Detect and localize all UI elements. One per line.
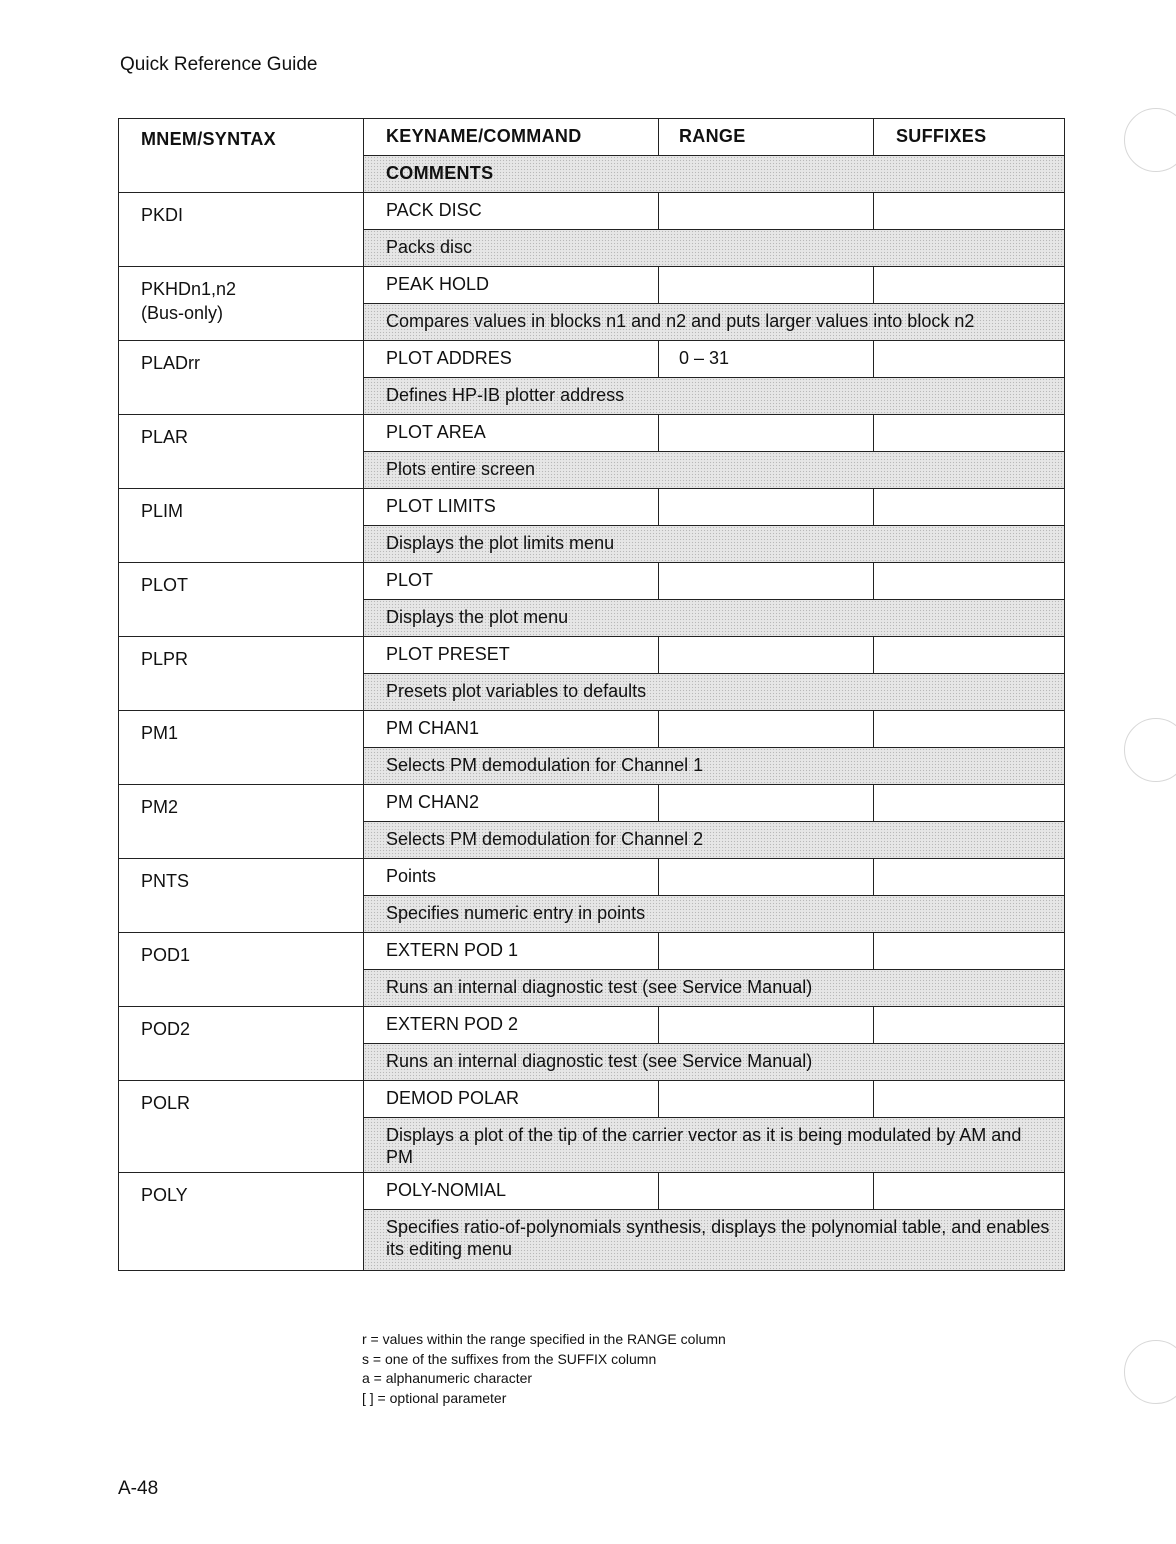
range-cell: 0 – 31 [659,341,874,377]
legend-item: a = alphanumeric character [362,1370,533,1386]
table-row [119,415,1064,489]
punch-hole [1124,1340,1176,1404]
range-cell [659,193,874,229]
suffix-cell [874,415,1064,451]
page-header: Quick Reference Guide [120,54,318,75]
header-suffixes: SUFFIXES [896,126,987,146]
legend [362,1330,726,1408]
mnem-text: PKHDn1,n2 [141,279,237,299]
key-cell: DEMOD POLAR [364,1081,659,1117]
comment-cell: Defines HP-IB plotter address [364,378,1064,414]
mnem-text: PNTS [141,871,190,891]
table-row [119,1007,1064,1081]
suffix-cell [874,933,1064,969]
key-cell: PLOT PRESET [364,637,659,673]
key-cell: PLOT AREA [364,415,659,451]
mnem-text: POLR [141,1093,191,1113]
comment-cell: Runs an internal diagnostic test (see Service Manual) [364,1044,1064,1080]
mnem-text: PLOT [141,575,189,595]
table-row [119,711,1064,785]
key-cell: POLY-NOMIAL [364,1173,659,1209]
suffix-cell [874,1173,1064,1209]
suffix-cell [874,563,1064,599]
legend-item: [ ] = optional parameter [362,1389,507,1406]
table-row [119,193,1064,267]
range-cell [659,415,874,451]
mnem-text: PM1 [141,723,179,743]
comment-cell: Displays the plot limits menu [364,526,1064,562]
suffix-cell [874,637,1064,673]
mnem-cell [119,267,364,340]
mnem-cell [119,785,364,858]
table-row [119,267,1064,341]
suffix-cell [874,785,1064,821]
mnem-cell [119,1007,364,1080]
range-cell [659,859,874,895]
table-row [119,341,1064,415]
mnem-cell [119,489,364,562]
mnem-cell [119,1173,364,1270]
mnem-cell [119,341,364,414]
suffix-cell [874,1007,1064,1043]
suffix-cell [874,193,1064,229]
range-cell [659,785,874,821]
range-cell [659,1173,874,1209]
comment-cell: Selects PM demodulation for Channel 2 [364,822,1064,858]
comment-cell: Runs an internal diagnostic test (see Service Manual) [364,970,1064,1006]
mnem-cell [119,637,364,710]
mnem-note: (Bus-only) [141,303,224,323]
range-cell [659,711,874,747]
mnem-text: PKDI [141,205,184,225]
range-cell [659,563,874,599]
reference-table [118,118,1065,1271]
table-row [119,859,1064,933]
header-keyname-command: KEYNAME/COMMAND [364,119,659,155]
table-row [119,637,1064,711]
range-cell [659,1081,874,1117]
legend-item: s = one of the suffixes from the SUFFIX column [362,1350,657,1367]
table-row [119,563,1064,637]
comment-cell: Compares values in blocks n1 and n2 and puts larger values into block n2 [364,304,1064,340]
page-number: A-48 [118,1478,159,1499]
mnem-cell [119,933,364,1006]
table-row [119,1081,1064,1173]
key-cell: EXTERN POD 1 [364,933,659,969]
mnem-text: PLAR [141,427,189,447]
key-cell: PLOT [364,563,659,599]
mnem-text: PM2 [141,797,179,817]
comment-cell: Selects PM demodulation for Channel 1 [364,748,1064,784]
mnem-cell [119,563,364,636]
key-cell: EXTERN POD 2 [364,1007,659,1043]
header-range: RANGE [659,119,874,155]
mnem-text: PLIM [141,501,184,521]
comment-cell: Specifies ratio-of-polynomials synthesis, displays the polynomial table, and enables its editing menu [364,1210,1064,1270]
range-cell [659,637,874,673]
comment-cell: Presets plot variables to defaults [364,674,1064,710]
mnem-text: PLPR [141,649,189,669]
legend-item: r = values within the range specified in the RANGE column [362,1331,726,1347]
comment-cell: Displays the plot menu [364,600,1064,636]
range-cell [659,1007,874,1043]
suffix-cell [874,489,1064,525]
comment-cell: Plots entire screen [364,452,1064,488]
key-cell: PEAK HOLD [364,267,659,303]
range-cell [659,933,874,969]
mnem-cell [119,193,364,266]
mnem-cell [119,711,364,784]
key-cell: PACK DISC [364,193,659,229]
table-header-row [119,119,1064,193]
table-row [119,1173,1064,1270]
table-row [119,489,1064,563]
suffix-cell [874,711,1064,747]
suffix-cell [874,1081,1064,1117]
range-cell [659,267,874,303]
mnem-text: POD2 [141,1019,191,1039]
table-row [119,933,1064,1007]
comment-cell: Displays a plot of the tip of the carrier vector as it is being modulated by AM and PM [364,1118,1064,1172]
mnem-cell [119,1081,364,1172]
punch-hole [1124,108,1176,172]
range-cell [659,489,874,525]
comment-cell: Packs disc [364,230,1064,266]
punch-hole [1124,718,1176,782]
suffix-cell [874,341,1064,377]
key-cell: Points [364,859,659,895]
suffix-cell [874,859,1064,895]
mnem-cell [119,415,364,488]
suffix-cell [874,267,1064,303]
header-comments: COMMENTS [364,156,1064,192]
mnem-cell [119,859,364,932]
mnem-text: POLY [141,1185,188,1205]
mnem-text: POD1 [141,945,191,965]
mnem-text: PLADrr [141,353,201,373]
key-cell: PM CHAN1 [364,711,659,747]
key-cell: PM CHAN2 [364,785,659,821]
key-cell: PLOT ADDRES [364,341,659,377]
key-cell: PLOT LIMITS [364,489,659,525]
header-mnem-syntax: MNEM/SYNTAX [119,119,364,192]
table-row [119,785,1064,859]
comment-cell: Specifies numeric entry in points [364,896,1064,932]
